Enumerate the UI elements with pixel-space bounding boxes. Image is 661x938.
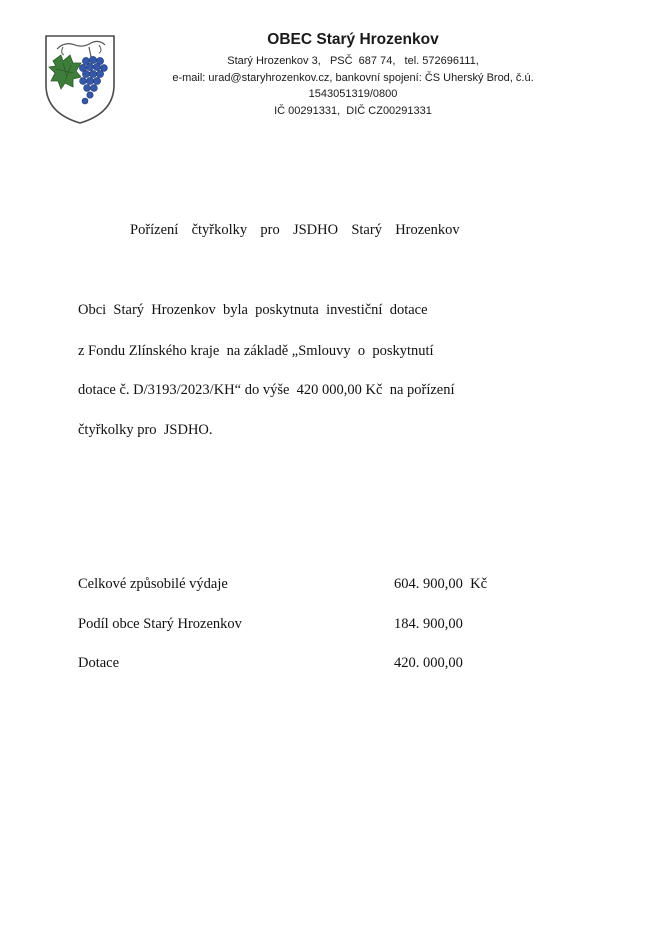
paragraph-line: dotace č. D/3193/2023/KH“ do výše 420 000,00 Kč na pořízení	[78, 382, 455, 398]
summary-row	[78, 616, 558, 636]
paragraph-line: Obci Starý Hrozenkov byla poskytnuta investiční dotace	[78, 302, 428, 318]
address-line: Starý Hrozenkov 3, PSČ 687 74, tel. 572696111,	[227, 55, 479, 67]
document-title: Pořízení čtyřkolky pro JSDHO Starý Hrozenkov	[130, 222, 460, 238]
paragraph-line: čtyřkolky pro JSDHO.	[78, 422, 213, 438]
summary-value: 184. 900,00	[394, 616, 463, 632]
paragraph-line: z Fondu Zlínského kraje na základě „Smlouvy o poskytnutí	[78, 343, 434, 359]
summary-row	[78, 655, 558, 675]
summary-value: 604. 900,00 Kč	[394, 576, 488, 592]
letterhead	[120, 30, 586, 119]
summary-row	[78, 576, 558, 596]
ids-line: IČ 00291331, DIČ CZ00291331	[274, 104, 432, 117]
grape-vine-crest-icon	[43, 33, 117, 125]
organization-name: OBEC Starý Hrozenkov	[267, 31, 439, 48]
account-line: 1543051319/0800	[308, 88, 398, 100]
summary-label: Dotace	[78, 655, 120, 671]
summary-value: 420. 000,00	[394, 655, 463, 671]
summary-label: Podíl obce Starý Hrozenkov	[78, 616, 242, 632]
summary-label: Celkové způsobilé výdaje	[78, 576, 228, 592]
contact-line: e-mail: urad@staryhrozenkov.cz, bankovní spojení: ČS Uherský Brod, č.ú.	[172, 71, 534, 84]
